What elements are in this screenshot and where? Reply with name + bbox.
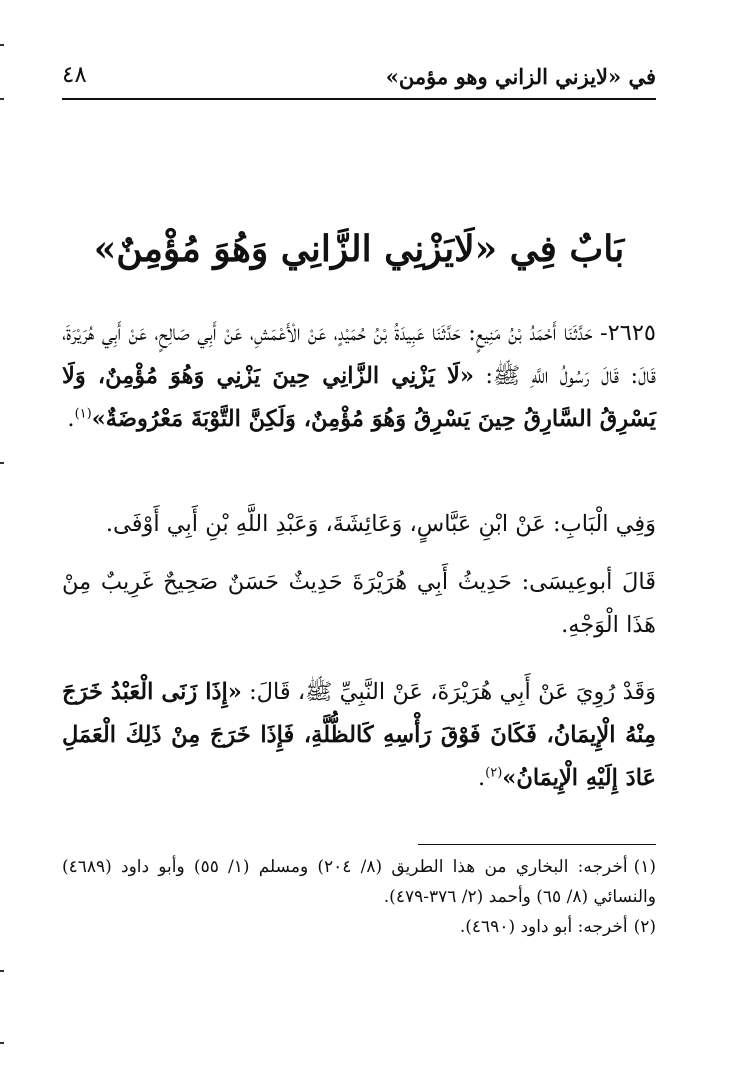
grading-paragraph: قَالَ أبوعِيسَى: حَدِيثُ أَبِي هُرَيْرَةَ حَدِيثٌ حَسَنٌ صَحِيحٌ غَرِيبٌ مِنْ هَذَا الْوَجْهِ. — [62, 569, 656, 638]
hadith-end: . — [67, 406, 75, 432]
hadith-matn: «لَا يَزْنِي الزَّانِي حِينَ يَزْنِي وَهُوَ مُؤْمِنٌ، وَلَا يَسْرِقُ السَّارِقُ حِينَ يَسْرِقُ وَهُوَ مُؤْمِنٌ، وَلَكِنَّ التَّوْبَةَ مَعْرُوضَةٌ» — [62, 363, 656, 432]
running-title: في «لايزني الزاني وهو مؤمن» — [385, 64, 656, 89]
scan-mark — [0, 44, 4, 46]
scan-mark — [0, 1042, 4, 1044]
page-number: ٤٨ — [62, 62, 87, 88]
hadith-number: ٢٦٢٥- — [600, 320, 656, 346]
page-header — [62, 60, 656, 100]
footnote-index: (١) — [633, 857, 656, 877]
footnote-reference: (٢) — [485, 765, 503, 781]
riwaya-end: . — [477, 765, 486, 791]
hadith-paragraph — [62, 312, 656, 492]
hadith-isnad: حَدَّثَنَا أَحْمَدُ بْنُ مَنِيعٍ: حَدَّثَنَا عَبِيدَةُ بْنُ حُمَيْدٍ، عَنْ الْأَعْمَشِ، عَنْ أَبِي صَالِحٍ، عَنْ أَبِي هُرَيْرَةَ، قَالَ: قَالَ رَسُولُ اللَّهِ ﷺ: — [62, 320, 656, 389]
riwaya-intro: وَقَدْ رُوِيَ عَنْ أَبِي هُرَيْرَةَ، عَنْ النَّبِيِّ ﷺ، قَالَ: — [249, 679, 656, 705]
riwaya-matn: «إِذَا زَنَى الْعَبْدُ خَرَجَ مِنْهُ الْإِيمَانُ، فَكَانَ فَوْقَ رَأْسِهِ كَالظُّلَّةِ، فَإِذَا خَرَجَ مِنْ ذَلِكَ الْعَمَلِ عَادَ إِلَيْهِ الْإِيمَانُ» — [62, 679, 656, 791]
scan-mark — [0, 462, 4, 464]
riwaya-paragraph — [62, 671, 656, 803]
footnote-item — [62, 852, 656, 912]
footnote-text: أخرجه: البخاري من هذا الطريق (٨/ ٢٠٤) ومسلم (١/ ٥٥) وأبو داود (٤٦٨٩) والنسائي (٨/ ٦٥) وأحمد (٢/ ٣٧٦-٤٧٩). — [62, 857, 656, 907]
chapter-title: بَابٌ فِي «لَايَزْنِي الزَّانِي وَهُوَ مُؤْمِنٌ» — [93, 228, 625, 270]
scan-mark — [0, 970, 4, 972]
scan-mark — [0, 98, 4, 100]
footnote-divider — [418, 844, 656, 845]
footnote-item — [62, 912, 656, 942]
footnote-reference: (١) — [74, 406, 92, 422]
footnote-text: أخرجه: أبو داود (٤٦٩٠). — [459, 917, 628, 937]
bab-paragraph: وَفِي الْبَابِ: عَنْ ابْنِ عَبَّاسٍ، وَعَائِشَةَ، وَعَبْدِ اللَّهِ بْنِ أَبِي أَوْفَى. — [105, 511, 656, 537]
footnote-index: (٢) — [633, 917, 656, 937]
footnotes — [62, 852, 656, 942]
